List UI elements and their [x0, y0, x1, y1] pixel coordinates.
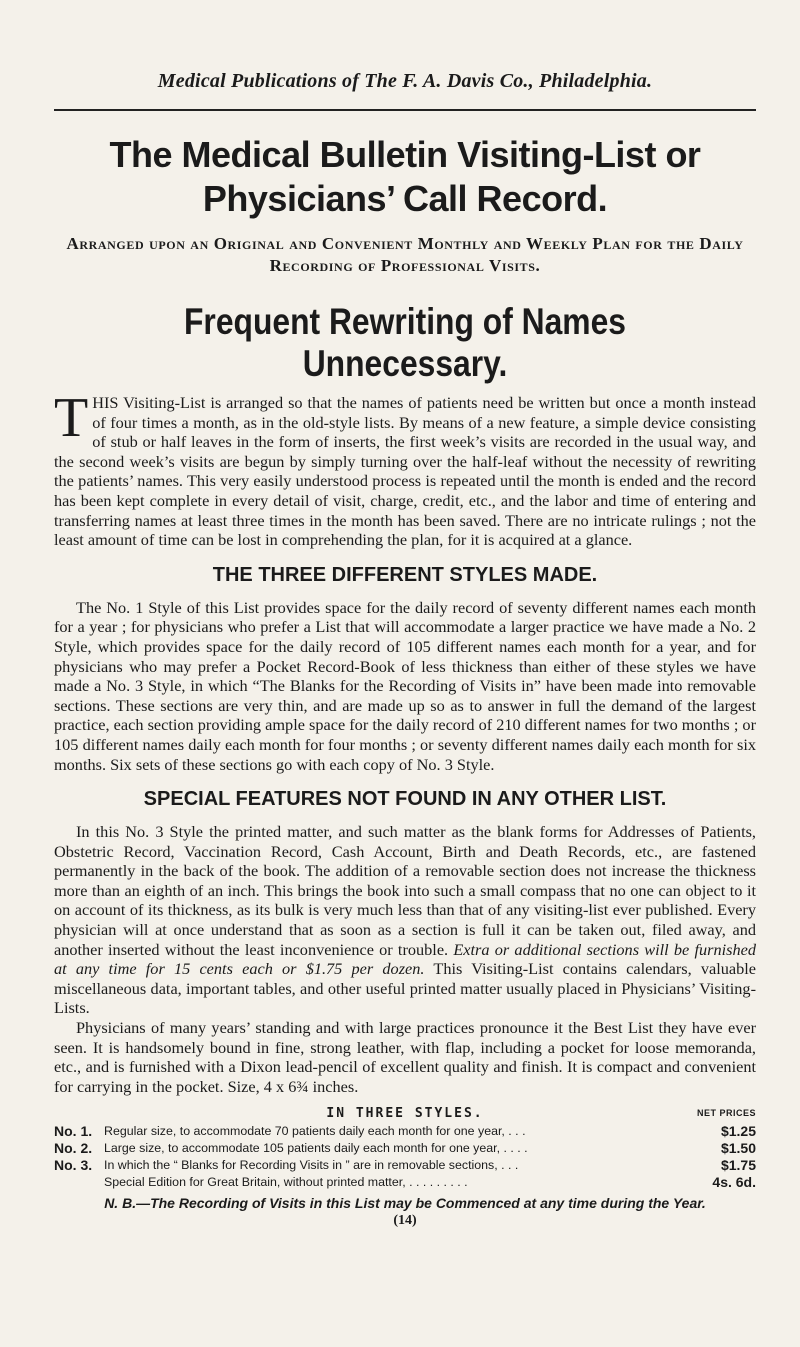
special-edition-row: [104, 1174, 756, 1191]
price-list: [54, 1123, 756, 1191]
style-number: No. 3.: [54, 1157, 93, 1174]
footnote: N. B.—The Recording of Visits in this List may be Commenced at any time during the Year.: [104, 1195, 706, 1212]
subtitle: Arranged upon an Original and Convenient Monthly and Weekly Plan for the Daily Recording of Professional Visits.: [66, 234, 744, 275]
style-price: $1.50: [720, 1140, 756, 1157]
style-number: No. 1.: [54, 1123, 93, 1140]
page-number: (14): [393, 1213, 417, 1229]
style-description: In which the “ Blanks for Recording Visits in ” are in removable sections, . . .: [104, 1158, 519, 1173]
price-list-heading: [54, 1106, 756, 1121]
price-list-title: IN THREE STYLES.: [326, 1106, 484, 1122]
special-edition-price: 4s. 6d.: [712, 1174, 756, 1191]
features-text: In this No. 3 Style the printed matter, and such matter as the blank forms for Addresses of Patients, Obstetric Record, Vaccination Record, Cash Account, Birth and Death Records, etc., are fastened permanently in the back of the book. The addition of a removable section does not increase the thickness more than an eighth of an inch. This brings the book into such a small compass that no one can object to it on account of its thickness, as its bulk is very much less than that of any visiting-list ever published. Every physician will at once understand that as soon as a section is full it can be taken out, filed away, and another inserted without the least inconvenience or trouble.: [54, 822, 756, 959]
section-heading-styles: THE THREE DIFFERENT STYLES MADE.: [212, 563, 598, 586]
style-description: Regular size, to accommodate 70 patients daily each month for one year, . . .: [104, 1124, 526, 1139]
price-row: [54, 1123, 756, 1140]
intro-paragraph: [54, 387, 756, 550]
style-price: $1.75: [720, 1157, 756, 1174]
page-title: The Medical Bulletin Visiting-List or Physicians’ Call Record.: [109, 134, 701, 219]
features-text-tail: This Visiting-List contains calendars, valuable miscellaneous data, important tables, and other useful printed matter usually placed in Physicians’ Visiting-Lists.: [54, 959, 756, 1018]
running-header: Medical Publications of The F. A. Davis Co., Philadelphia.: [157, 70, 653, 92]
section-heading-rewriting: Frequent Rewriting of Names Unnecessary.: [183, 301, 626, 384]
price-row: [54, 1140, 756, 1157]
features-paragraph: [54, 822, 756, 1018]
style-price: $1.25: [720, 1123, 756, 1140]
intro-text: HIS Visiting-List is arranged so that the names of patients need be written but once a month instead of four times a month, as in the old-style lists. By means of a new feature, a simple device consisting of stub or half leaves in the form of inserts, the first week’s visits are recorded in the usual way, and the second week’s visits are begun by simply turning over the half-leaf without the necessity of rewriting the patients’ names. This very easily understood process is repeated until the month is ended and the record has been kept complete in every detail of visit, charge, credit, etc., and the labor and time of entering and transferring names at least three times in the month has been saved. There are no intricate rulings ; not the least amount of time can be lost in comprehending the plan, for it is acquired at a glance.: [54, 393, 756, 550]
style-number: No. 2.: [54, 1140, 93, 1157]
style-description: Large size, to accommodate 105 patients daily each month for one year, . . . .: [104, 1141, 528, 1156]
header-rule: [54, 109, 756, 111]
net-prices-label: NET PRICES: [696, 1108, 756, 1119]
section-heading-features: SPECIAL FEATURES NOT FOUND IN ANY OTHER LIST.: [143, 788, 667, 811]
price-row: [54, 1157, 756, 1174]
drop-cap: T: [54, 387, 89, 449]
styles-paragraph: The No. 1 Style of this List provides space for the daily record of seventy different names each month for a year ; for physicians who prefer a List that will accommodate a larger practice we have made a No. 2 Style, which provides space for the daily record of 105 different names each month for a year, and for physicians who may prefer a Pocket Record-Book of less thickness than either of these styles we have made a No. 3 Style, in which “The Blanks for the Recording of Visits in” have been made into removable sections. These sections are very thin, and are made up so as to answer in full the demand of the largest practice, each section providing ample space for the daily record of 210 different names for two months ; or 105 different names daily each month for four months ; or seventy different names daily each month for six months. Six sets of these sections go with each copy of No. 3 Style.: [54, 597, 756, 774]
extra-sections-note: Extra or additional sections will be furnished at any time for 15 cents each or $1.75 per dozen.: [54, 939, 756, 979]
special-edition-description: Special Edition for Great Britain, without printed matter, . . . . . . . . .: [104, 1175, 468, 1190]
binding-paragraph: Physicians of many years’ standing and with large practices pronounce it the Best List they have ever seen. It is handsomely bound in fine, strong leather, with flap, including a pocket for loose memoranda, etc., and is furnished with a Dixon lead-pencil of excellent quality and finish. It is compact and convenient for carrying in the pocket. Size, 4 x 6¾ inches.: [54, 1018, 756, 1096]
